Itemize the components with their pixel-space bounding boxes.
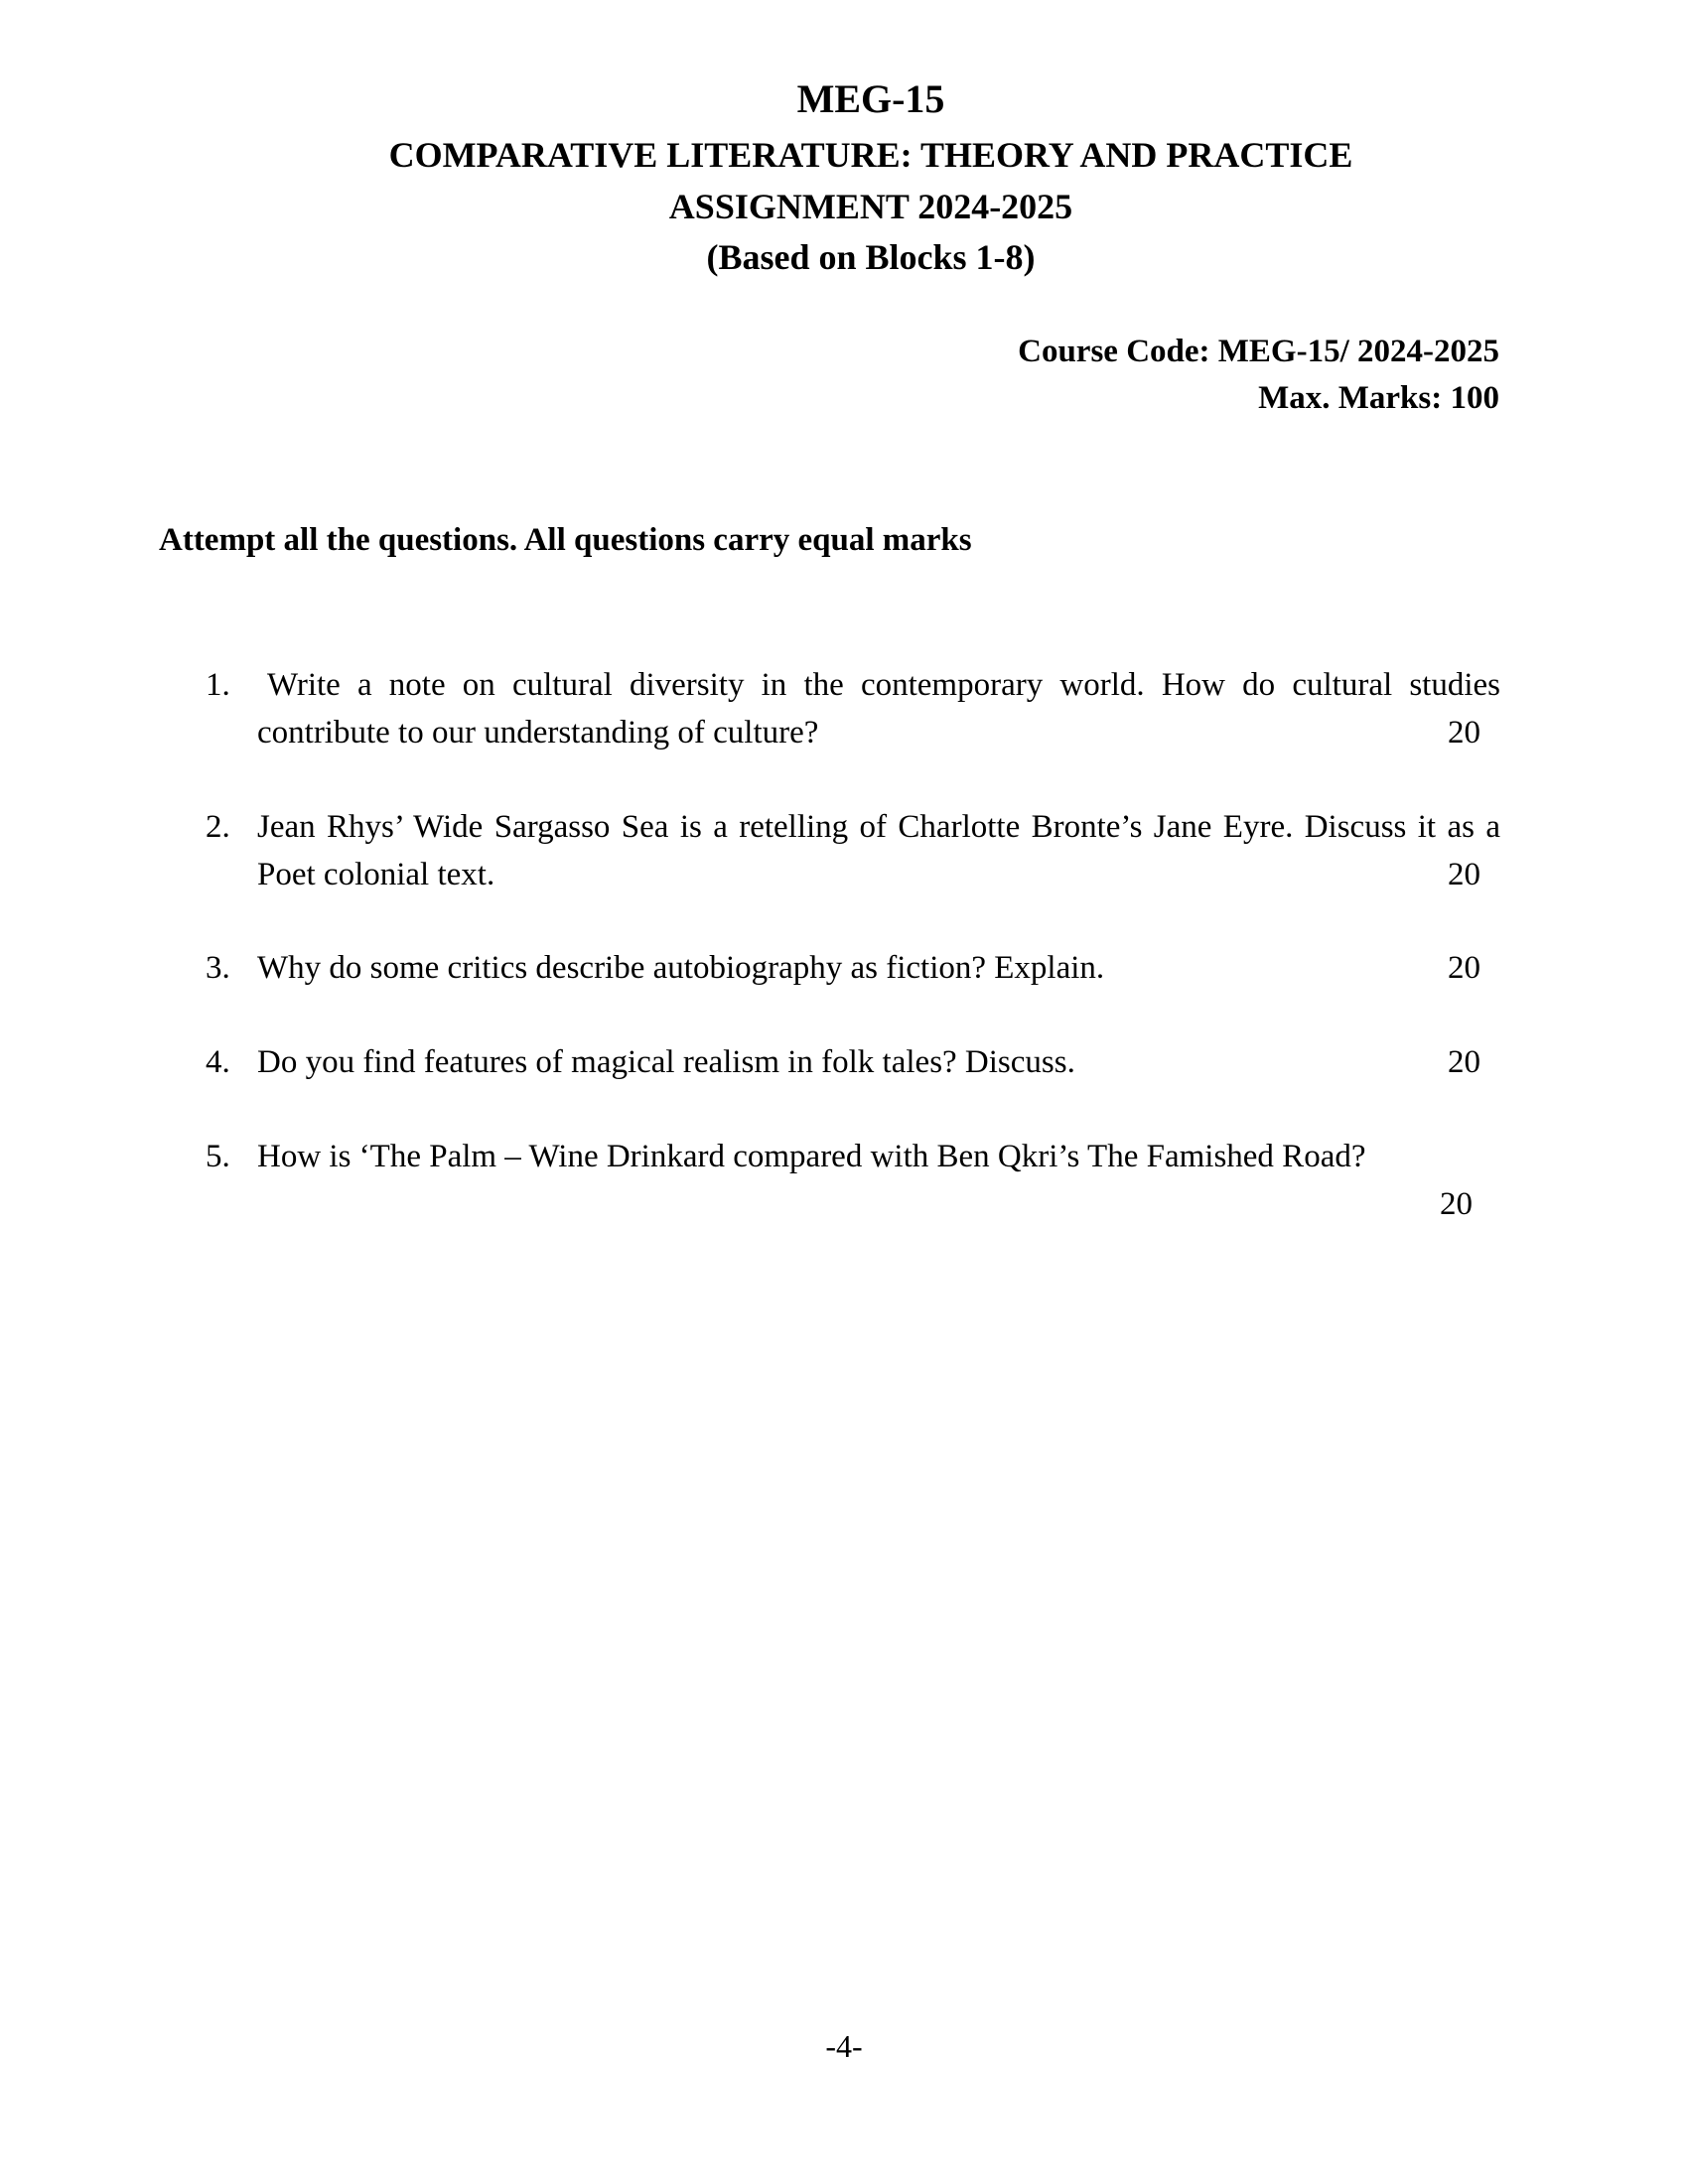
question-number: 3.	[206, 950, 230, 986]
question-item	[206, 944, 1500, 992]
page-number: -4-	[825, 2028, 863, 2064]
question-text: Why do some critics describe autobiography as fiction? Explain.	[257, 950, 1105, 986]
question-marks: 20	[1448, 1044, 1480, 1080]
instruction-text: Attempt all the questions. All questions carry equal marks	[159, 522, 972, 558]
question-item	[206, 1038, 1500, 1086]
question-number: 5.	[206, 1139, 230, 1174]
question-marks: 20	[1440, 1186, 1473, 1222]
question-number: 2.	[206, 809, 230, 845]
document-code-title: MEG-15	[796, 76, 945, 121]
question-number: 4.	[206, 1044, 230, 1080]
question-item	[206, 803, 1500, 898]
question-marks: 20	[1448, 950, 1480, 986]
question-item	[206, 661, 1500, 756]
assignment-title: ASSIGNMENT 2024-2025	[668, 187, 1073, 226]
question-text: Do you find features of magical realism in folk tales? Discuss.	[257, 1044, 1075, 1080]
course-title: COMPARATIVE LITERATURE: THEORY AND PRACTICE	[388, 135, 1353, 175]
max-marks: Max. Marks: 100	[1258, 380, 1499, 416]
question-marks: 20	[1448, 715, 1480, 751]
question-text: Jean Rhys’ Wide Sargasso Sea is a retelling of Charlotte Bronte’s Jane Eyre. Discuss it as a Poet colonial text.	[257, 809, 1500, 892]
question-text: Write a note on cultural diversity in the contemporary world. How do cultural studies contribute to our understanding of culture?	[257, 667, 1500, 751]
question-text: How is ‘The Palm – Wine Drinkard compared with Ben Qkri’s The Famished Road?	[257, 1139, 1366, 1174]
question-number: 1.	[206, 667, 230, 703]
question-marks: 20	[1448, 857, 1480, 892]
blocks-subtitle: (Based on Blocks 1-8)	[706, 237, 1036, 277]
course-code: Course Code: MEG-15/ 2024-2025	[1018, 334, 1499, 369]
question-item	[206, 1133, 1500, 1222]
